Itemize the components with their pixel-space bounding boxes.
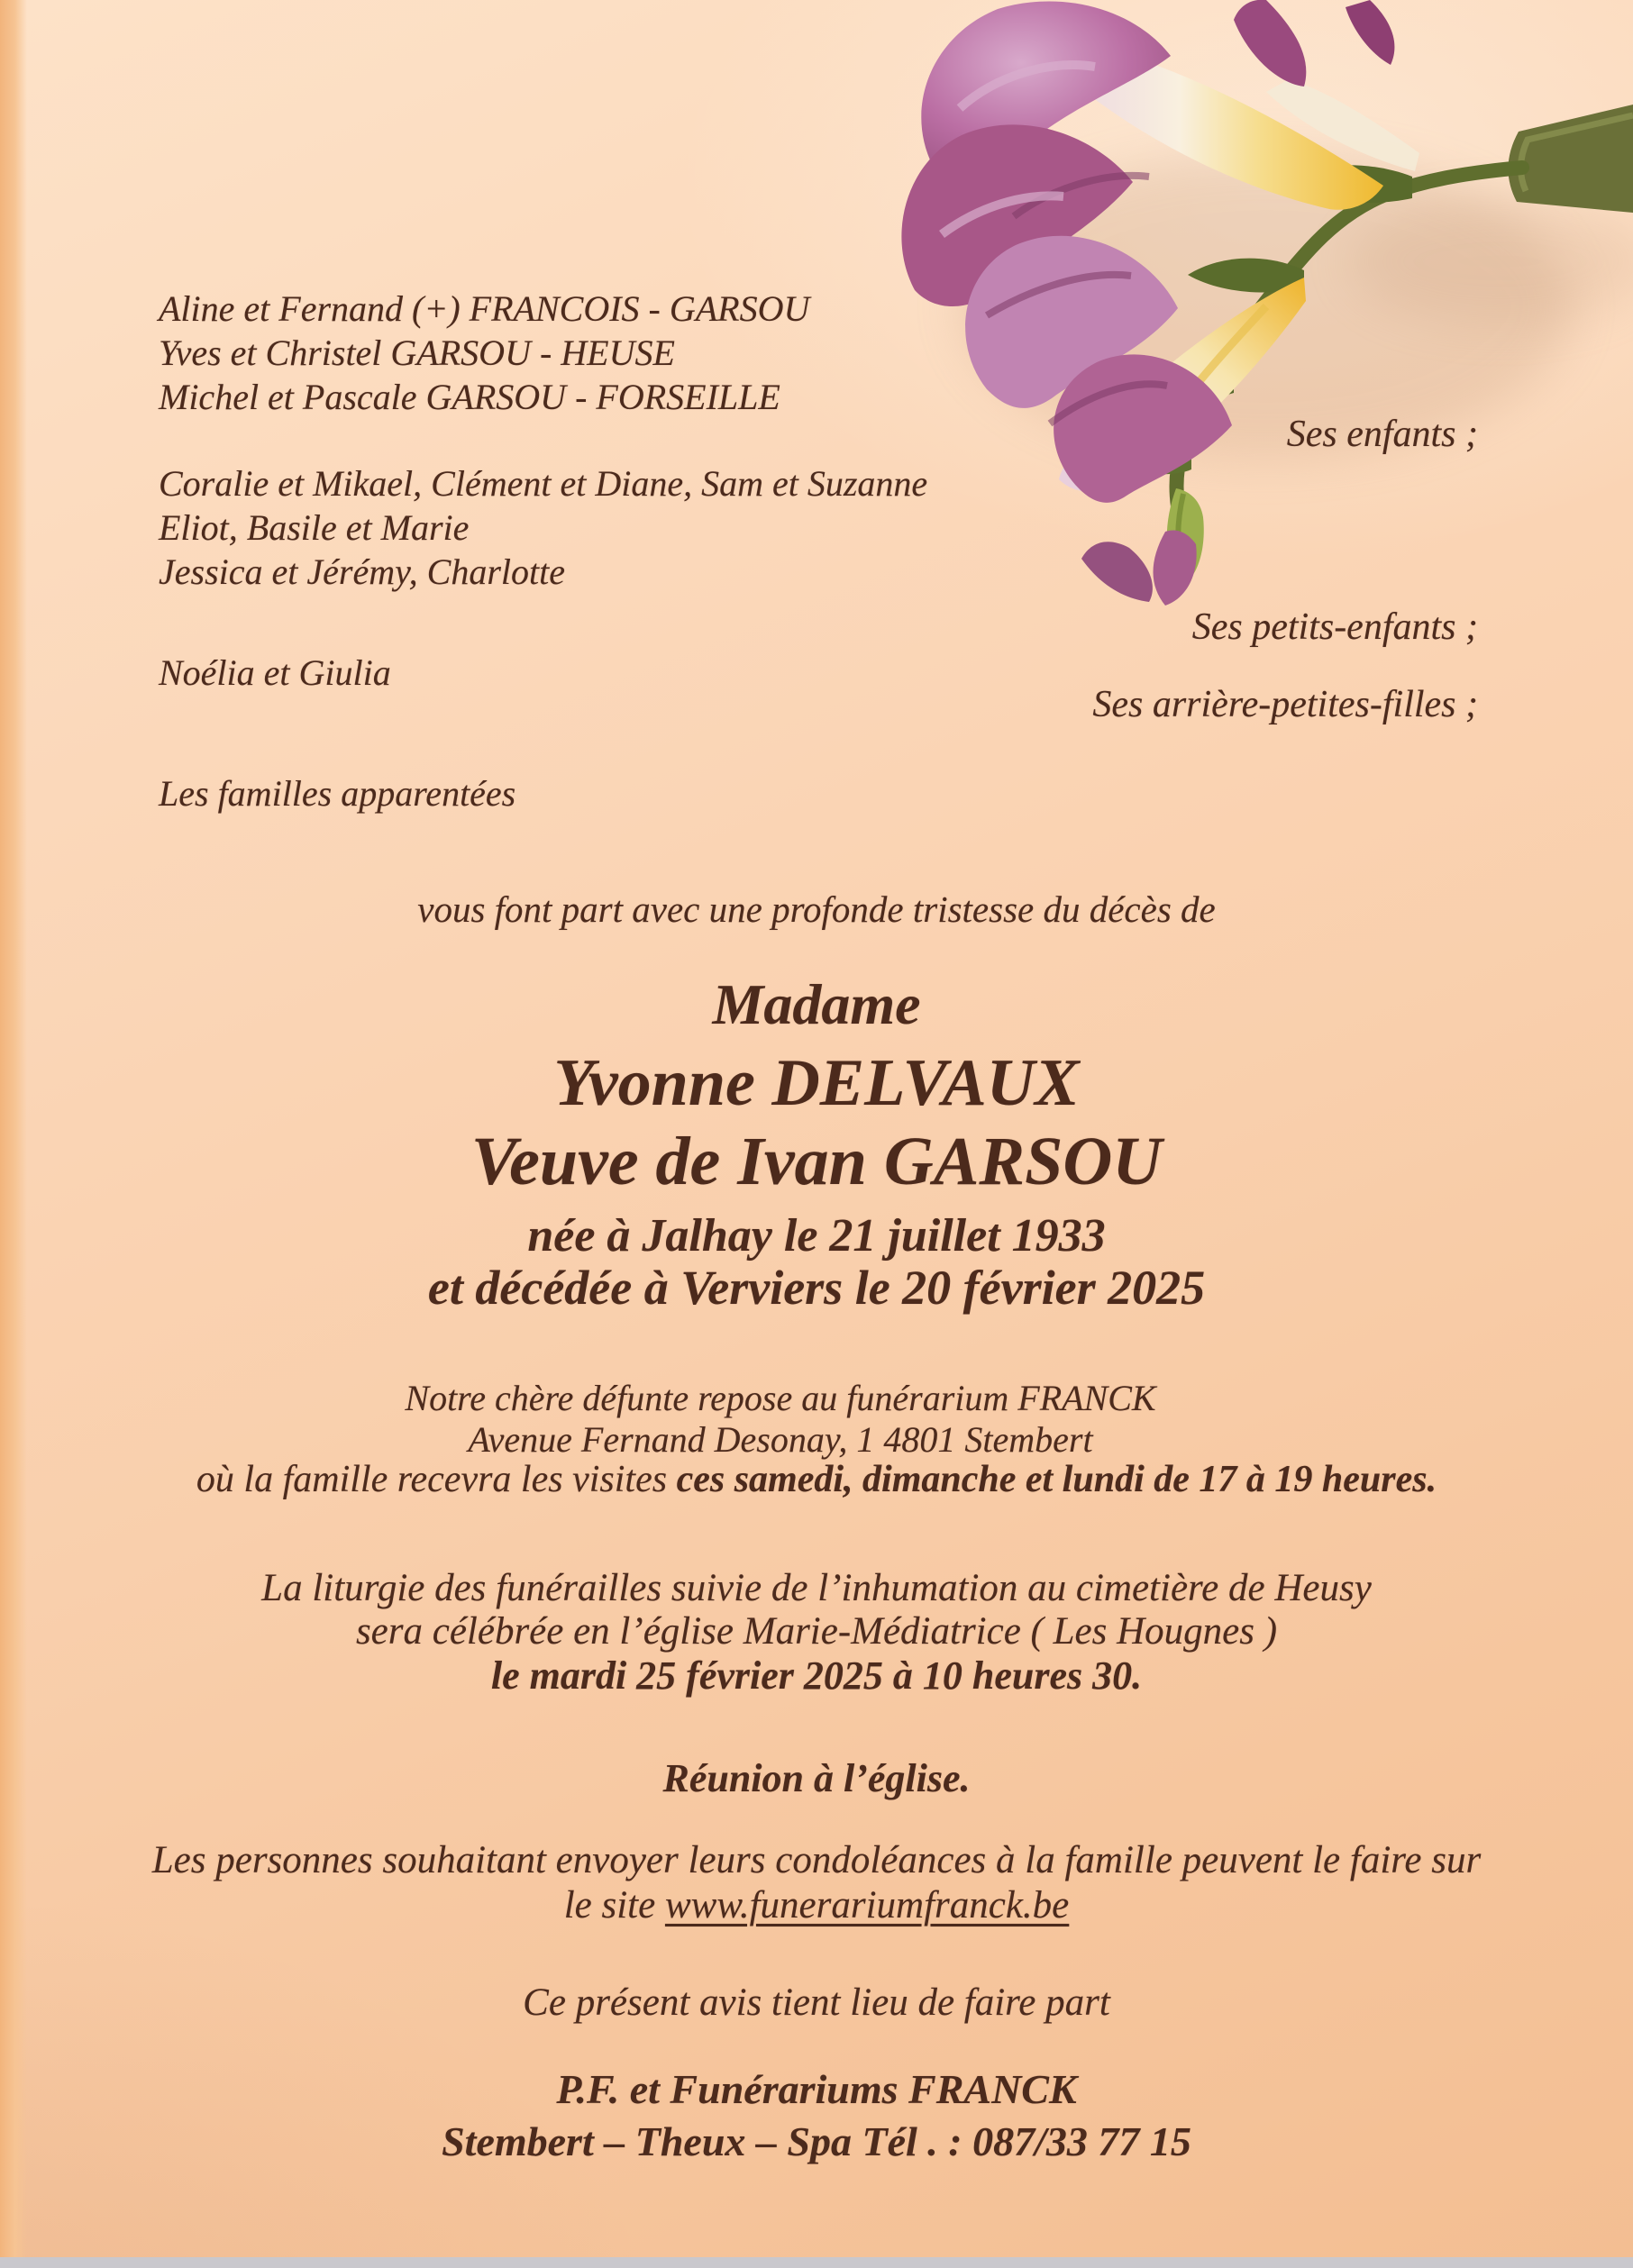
grandchildren-line: Eliot, Basile et Marie	[159, 507, 470, 548]
greatgrandchildren-line: Noélia et Giulia	[159, 652, 391, 693]
visits-line	[0, 1458, 1633, 1501]
children-line: Aline et Fernand (+) FRANCOIS - GARSOU	[159, 288, 810, 329]
grandchildren-line: Jessica et Jérémy, Charlotte	[159, 551, 565, 592]
closing-line: Ce présent avis tient lieu de faire part	[523, 1981, 1110, 2024]
liturgy-line1: La liturgie des funérailles suivie de l’inhumation au cimetière de Heusy	[261, 1567, 1372, 1609]
deceased-title: Madame	[712, 972, 921, 1036]
liturgy-line2: sera célébrée en l’église Marie-Médiatrice ( Les Hougnes )	[355, 1610, 1278, 1653]
funeral-home-info: Stembert – Theux – Spa Tél . : 087/33 77 15	[442, 2118, 1191, 2164]
condolences-website-url: www.funerariumfranck.be	[664, 1884, 1070, 1926]
petal-fragment	[1346, 0, 1394, 65]
visits-times: ces samedi, dimanche et lundi de 17 à 19 heures.	[676, 1459, 1437, 1500]
label-grandchildren: Ses petits-enfants ;	[1191, 606, 1478, 648]
deceased-name: Yvonne DELVAUX	[553, 1046, 1080, 1120]
children-line: Michel et Pascale GARSOU - FORSEILLE	[159, 377, 780, 417]
visits-prefix: où la famille recevra les visites	[196, 1459, 677, 1500]
repose-line2: Avenue Fernand Desonay, 1 4801 Stembert	[468, 1419, 1093, 1460]
repose-line1: Notre chère défunte repose au funérarium FRANCK	[405, 1378, 1156, 1418]
condolences-line2	[0, 1883, 1633, 1927]
grandchildren-names-block	[159, 461, 927, 594]
condolences-line1: Les personnes souhaitant envoyer leurs condoléances à la famille peuvent le faire sur	[151, 1839, 1482, 1881]
birth-line: née à Jalhay le 21 juillet 1933	[527, 1210, 1106, 1262]
table-edge-bottom	[0, 2257, 1633, 2268]
label-children: Ses enfants ;	[1286, 414, 1478, 455]
label-greatgrandchildren: Ses arrière-petites-filles ;	[1092, 684, 1478, 725]
widow-line: Veuve de Ivan GARSOU	[470, 1124, 1163, 1199]
related-families-line: Les familles apparentées	[159, 773, 516, 814]
pink-petal	[1081, 542, 1153, 602]
pink-petal	[1154, 531, 1197, 606]
funeral-home-name: P.F. et Funérariums FRANCK	[556, 2066, 1077, 2112]
liturgy-date-line: le mardi 25 février 2025 à 10 heures 30.	[490, 1653, 1143, 1698]
condolences-prefix: le site	[563, 1884, 665, 1926]
children-line: Yves et Christel GARSOU - HEUSE	[159, 332, 675, 373]
freesia-flower-photo	[879, 0, 1633, 613]
meeting-line: Réunion à l’église.	[662, 1756, 971, 1800]
death-line: et décédée à Verviers le 20 février 2025	[427, 1261, 1206, 1315]
children-names-block	[159, 287, 809, 419]
announcement-line: vous font part avec une profonde tristesse du décès de	[417, 888, 1216, 930]
grandchildren-line: Coralie et Mikael, Clément et Diane, Sam et Suzanne	[159, 463, 928, 504]
petal-fragment	[1234, 0, 1306, 87]
freesia-flower-illustration	[879, 0, 1633, 613]
